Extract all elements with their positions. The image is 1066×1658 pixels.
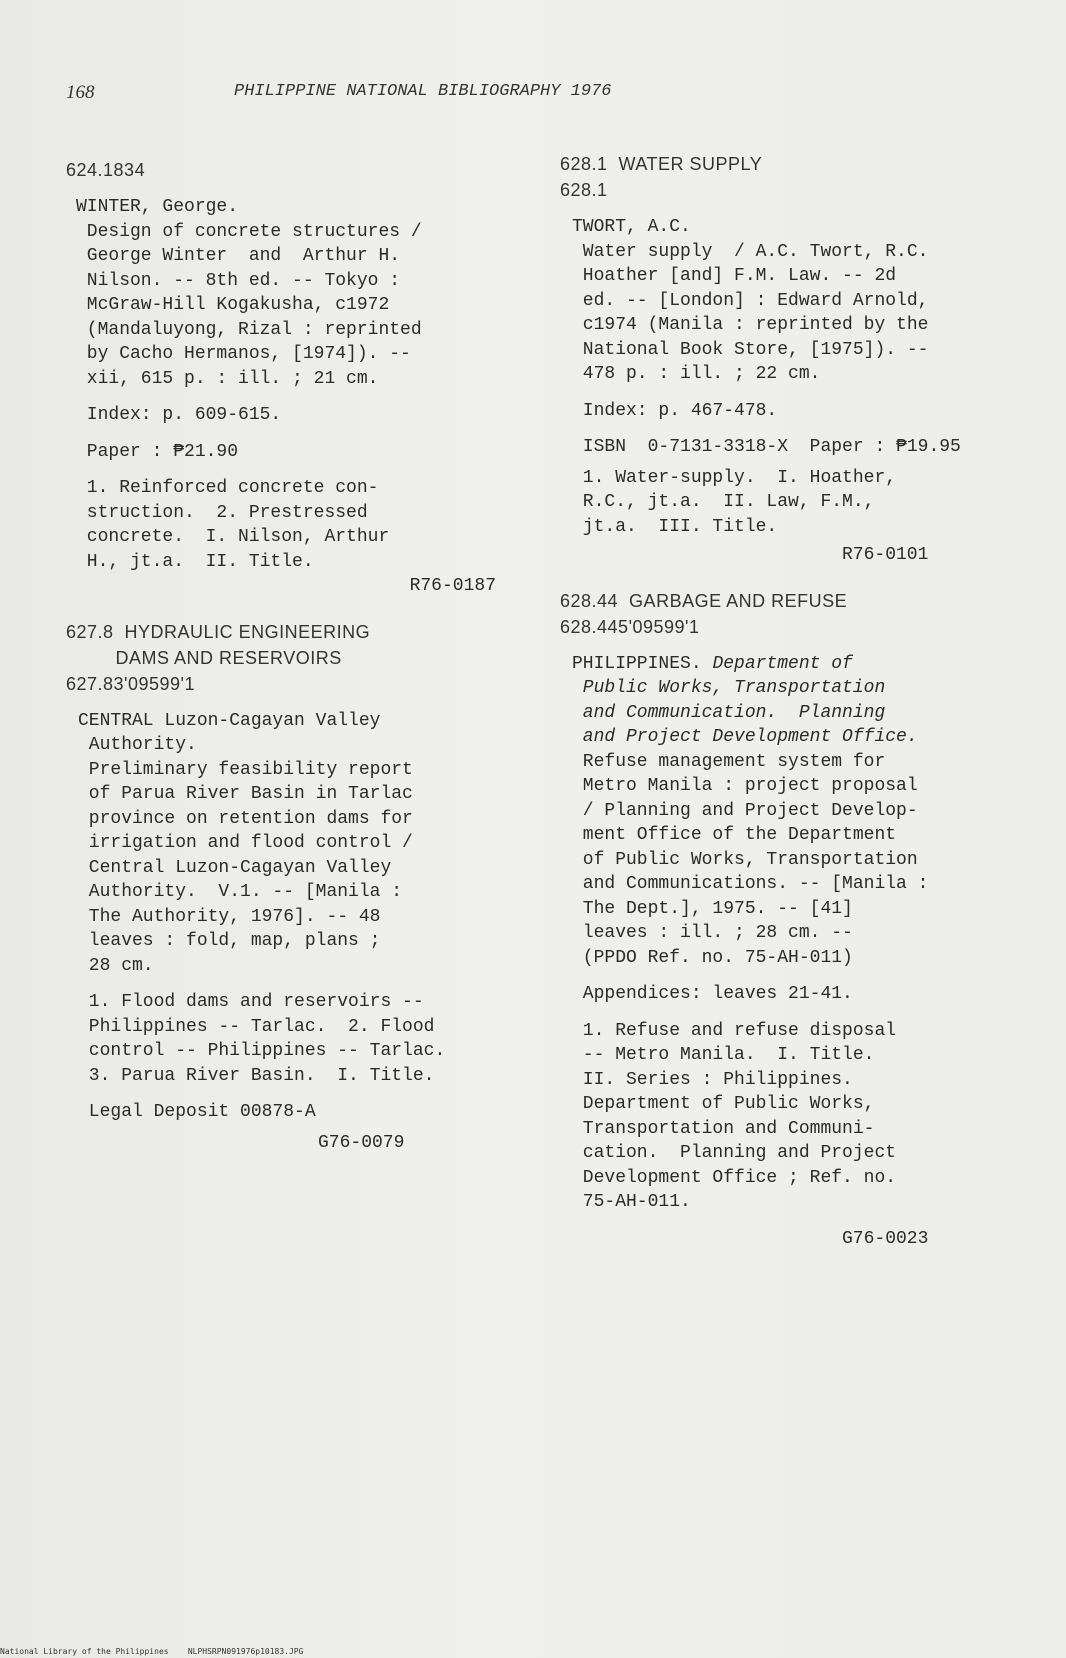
entry-line: Design of concrete structures / (76, 221, 422, 242)
subject-line: jt.a. III. Title. (572, 516, 778, 537)
class-heading: 627.8 HYDRAULIC ENGINEERING (66, 621, 371, 642)
subject-line: struction. 2. Prestressed (76, 502, 368, 523)
control-number: G76-0023 (842, 1228, 929, 1249)
entry-line: Metro Manila : project proposal (572, 776, 918, 796)
subject-line: 1. Flood dams and reservoirs -- (78, 992, 424, 1012)
entry-line: Authority. (78, 735, 197, 755)
legal-deposit: Legal Deposit 00878-A (78, 1102, 316, 1122)
subject-line: Transportation and Communi- (572, 1118, 875, 1139)
entry-line: Hoather [and] F.M. Law. -- 2d (572, 266, 897, 286)
heading-italic: Department of (712, 653, 853, 674)
entry-628-1 (560, 151, 1020, 568)
subject-line: 1. Water-supply. I. Hoather, (572, 467, 897, 488)
class-heading: 628.44 GARBAGE AND REFUSE (560, 590, 848, 611)
index-note: Index: p. 609-615. (76, 405, 282, 425)
subject-line: concrete. I. Nilson, Arthur (76, 527, 390, 547)
entry-line: ment Office of the Department (572, 825, 897, 845)
subject-line: Department of Public Works, (572, 1094, 875, 1114)
heading-italic: and Communication. Planning (572, 702, 886, 723)
entry-line: / Planning and Project Develop- (572, 800, 918, 821)
entry-line: TWORT, A.C. (572, 217, 691, 237)
control-number: R76-0187 (409, 576, 496, 596)
entry-line: c1974 (Manila : reprinted by the (572, 315, 929, 335)
entry-line: province on retention dams for (78, 808, 413, 829)
entry-line: irrigation and flood control / (78, 833, 413, 853)
class-heading-sub: DAMS AND RESERVOIRS (66, 647, 342, 668)
heading-plain: PHILIPPINES. (572, 653, 713, 674)
entry-line: Authority. V.1. -- [Manila : (78, 882, 403, 902)
entry-line: The Dept.], 1975. -- [41] (572, 898, 853, 919)
subject-line: cation. Planning and Project (572, 1143, 897, 1163)
class-number: 627.83'09599'1 (66, 673, 195, 694)
subject-line: control -- Philippines -- Tarlac. (78, 1041, 446, 1061)
isbn-note: ISBN 0-7131-3318-X Paper : ₱19.95 (572, 437, 961, 457)
class-number: 628.445'09599'1 (560, 616, 700, 637)
entry-line: McGraw-Hill Kogakusha, c1972 (76, 295, 390, 315)
control-number: G76-0079 (318, 1132, 405, 1153)
entry-line: Water supply / A.C. Twort, R.C. (572, 241, 929, 262)
right-column (560, 151, 1020, 1251)
subject-line: II. Series : Philippines. (572, 1069, 853, 1090)
corporate-heading (572, 652, 1020, 677)
entry-line: and Communications. -- [Manila : (572, 874, 929, 894)
entry-line: (Mandaluyong, Rizal : reprinted (76, 319, 422, 340)
index-note: Index: p. 467-478. (572, 400, 778, 421)
page-number: 168 (66, 82, 95, 103)
subject-line: 1. Reinforced concrete con- (76, 478, 379, 498)
entry-line: CENTRAL Luzon-Cagayan Valley (78, 710, 381, 731)
entry-line: of Parua River Basin in Tarlac (78, 784, 413, 804)
entry-line: (PPDO Ref. no. 75-AH-011) (572, 947, 853, 968)
entry-624-1834 (66, 157, 496, 599)
subject-line: Development Office ; Ref. no. (572, 1167, 897, 1188)
price-note: Paper : ₱21.90 (76, 441, 239, 462)
entry-line: xii, 615 p. : ill. ; 21 cm. (76, 368, 379, 389)
entry-line: 478 p. : ill. ; 22 cm. (572, 364, 821, 384)
class-number: 624.1834 (66, 160, 146, 180)
subject-line: 75-AH-011. (572, 1192, 691, 1212)
entry-line: Nilson. -- 8th ed. -- Tokyo : (76, 270, 401, 291)
class-number: 628.1 (560, 180, 608, 200)
entry-line: by Cacho Hermanos, [1974]). -- (76, 344, 411, 364)
entry-line: WINTER, George. (76, 197, 239, 217)
entry-line: The Authority, 1976]. -- 48 (78, 906, 381, 927)
running-title: PHILIPPINE NATIONAL BIBLIOGRAPHY 1976 (234, 82, 612, 101)
subject-line: 3. Parua River Basin. I. Title. (78, 1065, 435, 1086)
entry-line: Refuse management system for (572, 751, 886, 772)
entry-line: leaves : ill. ; 28 cm. -- (572, 923, 853, 943)
heading-italic: Public Works, Transportation (572, 678, 886, 698)
control-number: R76-0101 (842, 545, 929, 565)
entry-628-44 (560, 588, 1020, 1252)
subject-line: R.C., jt.a. II. Law, F.M., (572, 492, 875, 512)
entry-627-8 (66, 619, 496, 1156)
entry-line: ed. -- [London] : Edward Arnold, (572, 290, 929, 311)
subject-line: 1. Refuse and refuse disposal (572, 1020, 897, 1041)
entry-line: 28 cm. (78, 955, 154, 976)
entry-line: leaves : fold, map, plans ; (78, 931, 381, 951)
appendices-note: Appendices: leaves 21-41. (572, 984, 853, 1004)
entry-line: Preliminary feasibility report (78, 759, 413, 780)
subject-line: Philippines -- Tarlac. 2. Flood (78, 1016, 435, 1037)
left-column (66, 157, 496, 1155)
scan-footer: National Library of the Philippines NLPHSRPN091976p10183.JPG (0, 1647, 304, 1656)
class-heading: 628.1 WATER SUPPLY (560, 154, 763, 174)
entry-line: of Public Works, Transportation (572, 849, 918, 870)
entry-line: George Winter and Arthur H. (76, 246, 401, 266)
entry-line: National Book Store, [1975]). -- (572, 339, 929, 360)
subject-line: -- Metro Manila. I. Title. (572, 1045, 875, 1065)
entry-line: Central Luzon-Cagayan Valley (78, 857, 392, 878)
heading-italic: and Project Development Office. (572, 727, 918, 747)
subject-line: H., jt.a. II. Title. (76, 551, 314, 572)
